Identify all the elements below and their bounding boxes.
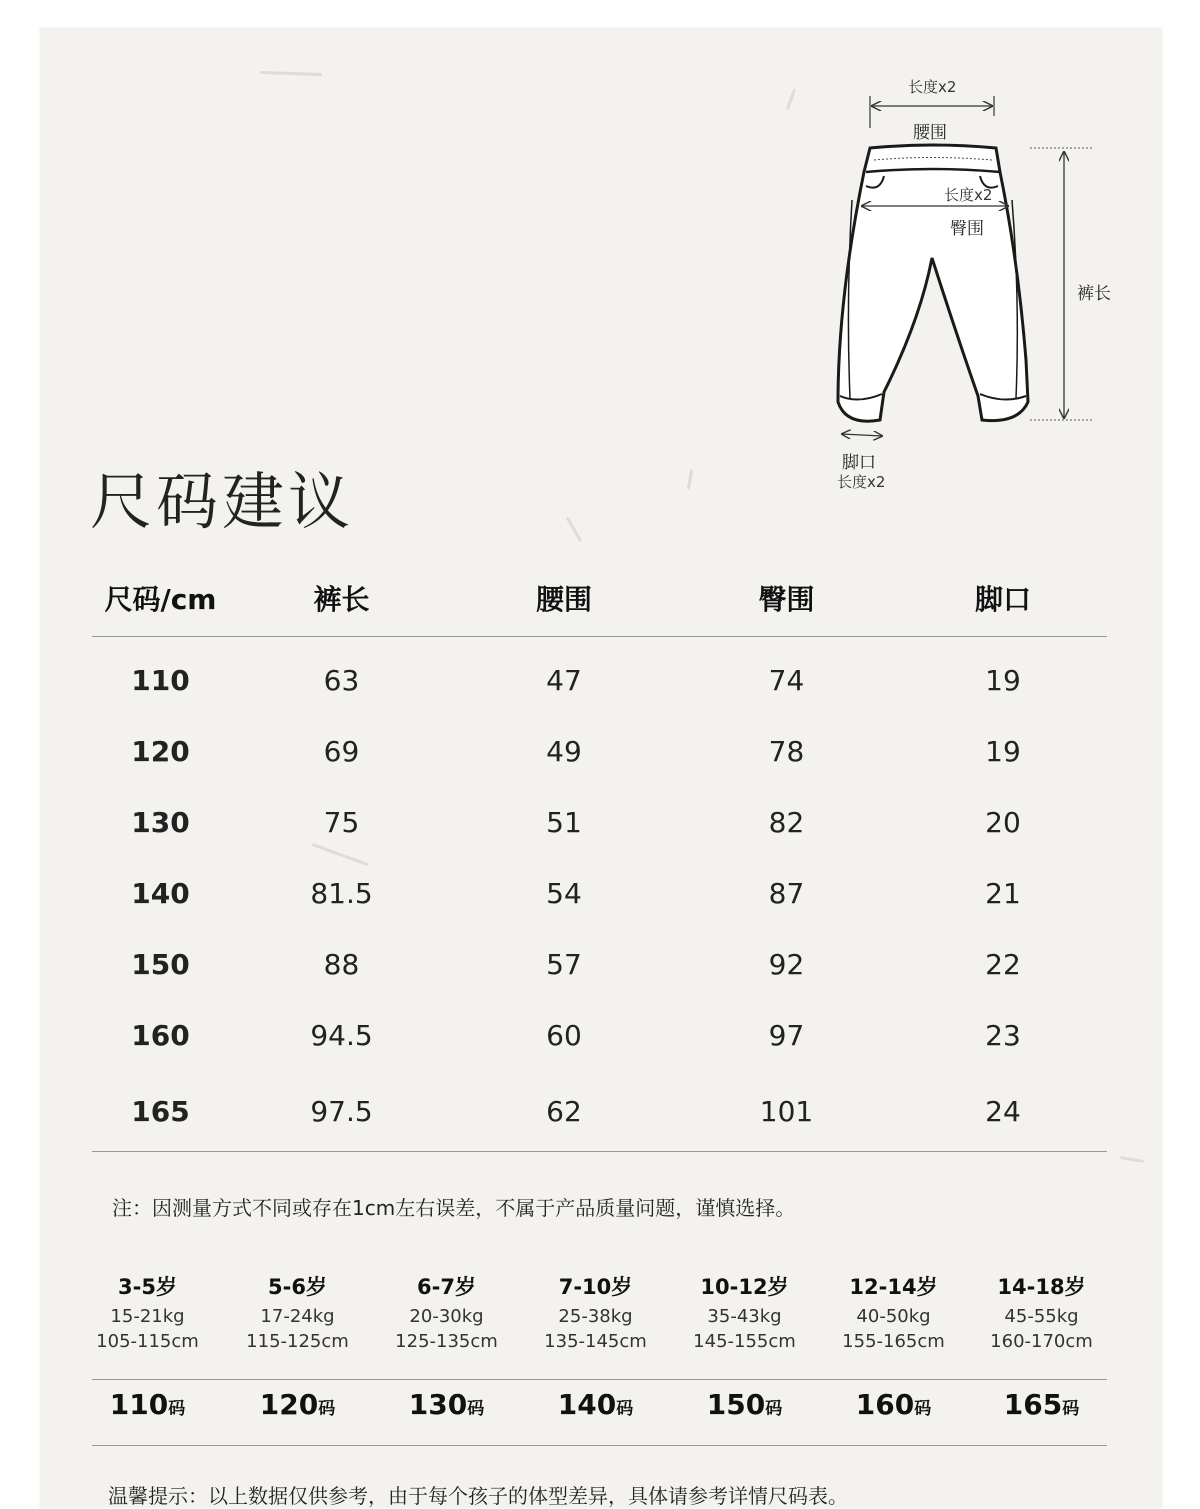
age-column bbox=[225, 1270, 370, 1421]
recommended-size bbox=[969, 1388, 1114, 1421]
recommended-size bbox=[225, 1388, 370, 1421]
cell-hip: 92 bbox=[768, 948, 805, 981]
size-unit: 码 bbox=[765, 1399, 783, 1419]
waist-label: 腰围 bbox=[913, 123, 947, 143]
table-row bbox=[92, 929, 1107, 1000]
cell-size: 160 bbox=[131, 1019, 190, 1052]
cell-hip: 97 bbox=[768, 1019, 805, 1052]
header-cuff: 脚口 bbox=[899, 560, 1107, 637]
table-row bbox=[92, 858, 1107, 929]
waist-dimension-label: 长度x2 bbox=[908, 78, 957, 96]
age-range: 5-6岁 bbox=[268, 1275, 327, 1299]
cell-length: 69 bbox=[323, 735, 360, 768]
cell-waist: 60 bbox=[546, 1019, 582, 1052]
cell-cuff: 24 bbox=[899, 1071, 1107, 1152]
cell-waist: 47 bbox=[546, 664, 582, 697]
size-number: 130 bbox=[408, 1388, 468, 1421]
size-unit: 码 bbox=[914, 1399, 932, 1419]
size-number: 150 bbox=[706, 1388, 766, 1421]
divider bbox=[92, 1379, 1107, 1380]
table-row bbox=[92, 1000, 1107, 1071]
size-unit: 码 bbox=[1062, 1399, 1080, 1419]
weight-range: 35-43kg bbox=[707, 1306, 782, 1327]
cell-length: 94.5 bbox=[310, 1019, 373, 1052]
age-range: 10-12岁 bbox=[700, 1275, 789, 1299]
cell-length: 63 bbox=[323, 664, 360, 697]
size-number: 160 bbox=[855, 1388, 915, 1421]
height-range: 160-170cm bbox=[990, 1331, 1093, 1352]
size-unit: 码 bbox=[467, 1399, 485, 1419]
page-title: 尺码建议 bbox=[90, 465, 355, 538]
weight-range: 20-30kg bbox=[409, 1306, 484, 1327]
age-column bbox=[374, 1270, 519, 1421]
cell-hip: 74 bbox=[768, 664, 805, 697]
paper-fiber bbox=[1120, 1156, 1144, 1163]
age-size-guide bbox=[92, 1270, 1107, 1446]
header-waist: 腰围 bbox=[454, 560, 674, 637]
cell-hip: 82 bbox=[768, 806, 805, 839]
cell-hip: 87 bbox=[768, 877, 805, 910]
header-length: 裤长 bbox=[229, 560, 454, 637]
header-hip: 臀围 bbox=[674, 560, 899, 637]
cell-length: 75 bbox=[323, 806, 360, 839]
cell-cuff: 19 bbox=[985, 664, 1021, 697]
weight-range: 45-55kg bbox=[1004, 1306, 1079, 1327]
height-range: 135-145cm bbox=[544, 1331, 647, 1352]
table-row bbox=[92, 787, 1107, 858]
cell-hip: 78 bbox=[768, 735, 805, 768]
cell-length: 88 bbox=[323, 948, 360, 981]
height-range: 125-135cm bbox=[395, 1331, 498, 1352]
weight-range: 25-38kg bbox=[558, 1306, 633, 1327]
height-range: 115-125cm bbox=[246, 1331, 349, 1352]
cell-size: 130 bbox=[131, 806, 190, 839]
size-number: 140 bbox=[557, 1388, 617, 1421]
age-column bbox=[969, 1270, 1114, 1421]
height-range: 145-155cm bbox=[693, 1331, 796, 1352]
cell-cuff: 19 bbox=[985, 735, 1021, 768]
age-range: 12-14岁 bbox=[849, 1275, 938, 1299]
size-unit: 码 bbox=[616, 1399, 634, 1419]
warm-tip: 温馨提示：以上数据仅供参考，由于每个孩子的体型差异，具体请参考详情尺码表。 bbox=[108, 1484, 848, 1508]
cell-size: 120 bbox=[131, 735, 190, 768]
hip-label: 臀围 bbox=[950, 219, 984, 239]
table-header-row bbox=[92, 560, 1107, 637]
cell-waist: 54 bbox=[546, 877, 582, 910]
age-range: 14-18岁 bbox=[997, 1275, 1086, 1299]
cell-size: 140 bbox=[131, 877, 190, 910]
weight-range: 17-24kg bbox=[260, 1306, 335, 1327]
table-row bbox=[92, 716, 1107, 787]
cell-waist: 51 bbox=[546, 806, 582, 839]
age-range: 6-7岁 bbox=[417, 1275, 476, 1299]
height-range: 155-165cm bbox=[842, 1331, 945, 1352]
pants-illustration bbox=[0, 0, 1200, 520]
age-column bbox=[821, 1270, 966, 1421]
cell-waist: 49 bbox=[546, 735, 582, 768]
cell-size: 150 bbox=[131, 948, 190, 981]
cell-length: 81.5 bbox=[310, 877, 373, 910]
age-range: 7-10岁 bbox=[558, 1275, 633, 1299]
age-column bbox=[75, 1270, 220, 1421]
age-range: 3-5岁 bbox=[118, 1275, 177, 1299]
size-number: 110 bbox=[109, 1388, 169, 1421]
cell-cuff: 23 bbox=[985, 1019, 1021, 1052]
size-number: 165 bbox=[1003, 1388, 1063, 1421]
weight-range: 15-21kg bbox=[110, 1306, 185, 1327]
pants-diagram bbox=[0, 0, 1200, 520]
size-number: 120 bbox=[259, 1388, 319, 1421]
cell-cuff: 22 bbox=[985, 948, 1021, 981]
age-column bbox=[523, 1270, 668, 1421]
table-row bbox=[92, 1071, 1107, 1152]
height-range: 105-115cm bbox=[96, 1331, 199, 1352]
cell-length: 97.5 bbox=[229, 1071, 454, 1152]
size-table bbox=[92, 560, 1107, 1152]
recommended-size bbox=[75, 1388, 220, 1421]
header-size: 尺码/cm bbox=[92, 560, 229, 637]
recommended-size bbox=[821, 1388, 966, 1421]
table-row bbox=[92, 637, 1107, 717]
measurement-note: 注：因测量方式不同或存在1cm左右误差，不属于产品质量问题，谨慎选择。 bbox=[112, 1196, 796, 1220]
paper-fiber bbox=[566, 517, 583, 543]
size-unit: 码 bbox=[168, 1399, 186, 1419]
cell-size: 110 bbox=[131, 664, 190, 697]
age-column bbox=[672, 1270, 817, 1421]
divider bbox=[92, 1445, 1107, 1446]
recommended-size bbox=[672, 1388, 817, 1421]
cell-size: 165 bbox=[92, 1071, 229, 1152]
cuff-dimension-label: 长度x2 bbox=[837, 473, 886, 491]
cell-cuff: 21 bbox=[985, 877, 1021, 910]
size-unit: 码 bbox=[318, 1399, 336, 1419]
recommended-size bbox=[374, 1388, 519, 1421]
cell-waist: 62 bbox=[454, 1071, 674, 1152]
hip-dimension-label: 长度x2 bbox=[944, 186, 993, 204]
cell-hip: 101 bbox=[674, 1071, 899, 1152]
cuff-label: 脚口 bbox=[842, 453, 876, 473]
weight-range: 40-50kg bbox=[856, 1306, 931, 1327]
length-label: 裤长 bbox=[1077, 284, 1111, 304]
recommended-size bbox=[523, 1388, 668, 1421]
cell-waist: 57 bbox=[546, 948, 582, 981]
cell-cuff: 20 bbox=[985, 806, 1021, 839]
